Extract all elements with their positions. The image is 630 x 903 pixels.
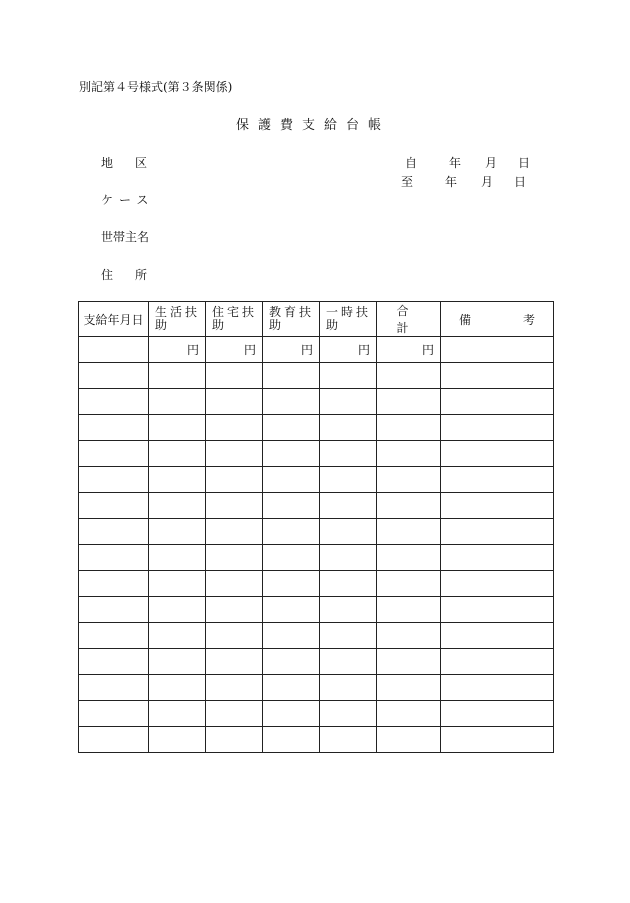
table-cell [377, 701, 441, 727]
table-cell [377, 363, 441, 389]
header-notes-1: 備 [459, 312, 472, 327]
header-education-assistance: 教育扶助 [263, 302, 320, 337]
table-cell [79, 363, 149, 389]
table-cell [263, 389, 320, 415]
table-cell [320, 597, 377, 623]
table-cell [377, 675, 441, 701]
period-to-year: 年 [445, 175, 458, 189]
table-cell [263, 649, 320, 675]
table-cell [441, 545, 554, 571]
table-cell [320, 545, 377, 571]
table-cell [206, 363, 263, 389]
table-row [79, 519, 554, 545]
table-cell [377, 441, 441, 467]
table-cell [320, 701, 377, 727]
table-cell [149, 389, 206, 415]
table-row [79, 441, 554, 467]
table-cell [79, 675, 149, 701]
period-to [401, 175, 526, 189]
table-cell [377, 571, 441, 597]
table-row [79, 701, 554, 727]
unit-cell-date [79, 337, 149, 363]
table-cell [263, 623, 320, 649]
district-label: 地区 [101, 156, 170, 170]
payment-ledger-table [78, 301, 554, 753]
table-cell [149, 623, 206, 649]
table-cell [320, 675, 377, 701]
table-cell [79, 467, 149, 493]
table-cell [149, 597, 206, 623]
table-row [79, 389, 554, 415]
table-cell [206, 675, 263, 701]
table-cell [263, 415, 320, 441]
unit-cell-housing: 円 [206, 337, 263, 363]
table-cell [263, 467, 320, 493]
table-cell [206, 649, 263, 675]
table-cell [206, 623, 263, 649]
table-cell [441, 675, 554, 701]
table-cell [263, 545, 320, 571]
table-cell [441, 701, 554, 727]
header-notes [441, 302, 554, 337]
form-reference: 別記第４号様式(第３条関係) [79, 80, 233, 94]
table-cell [377, 415, 441, 441]
period-from [405, 156, 530, 170]
table-cell [149, 675, 206, 701]
table-row [79, 675, 554, 701]
table-cell [320, 415, 377, 441]
table-cell [377, 623, 441, 649]
table-cell [79, 441, 149, 467]
header-notes-2: 考 [522, 312, 535, 327]
table-cell [377, 545, 441, 571]
table-cell [79, 649, 149, 675]
unit-cell-living: 円 [149, 337, 206, 363]
period-to-month: 月 [481, 175, 494, 189]
table-cell [377, 649, 441, 675]
table-cell [377, 493, 441, 519]
table-cell [320, 363, 377, 389]
period-from-year: 年 [449, 156, 462, 170]
table-cell [206, 519, 263, 545]
table-cell [79, 727, 149, 753]
unit-cell-education: 円 [263, 337, 320, 363]
table-row [79, 363, 554, 389]
period-from-mark: 自 [405, 156, 418, 170]
table-cell [377, 519, 441, 545]
period-to-day: 日 [514, 175, 527, 189]
table-cell [206, 545, 263, 571]
table-cell [320, 571, 377, 597]
table-cell [441, 649, 554, 675]
table-cell [149, 441, 206, 467]
header-housing-assistance: 住宅扶助 [206, 302, 263, 337]
table-cell [206, 415, 263, 441]
table-cell [320, 649, 377, 675]
table-cell [441, 363, 554, 389]
table-cell [79, 415, 149, 441]
table-cell [79, 701, 149, 727]
table-cell [149, 519, 206, 545]
table-cell [441, 441, 554, 467]
table-row [79, 649, 554, 675]
table-cell [149, 493, 206, 519]
unit-cell-temporary: 円 [320, 337, 377, 363]
table-cell [263, 571, 320, 597]
period-from-month: 月 [485, 156, 498, 170]
table-cell [441, 415, 554, 441]
table-cell [206, 701, 263, 727]
table-cell [377, 389, 441, 415]
table-cell [320, 441, 377, 467]
householder-label: 世帯主名 [101, 230, 150, 244]
case-label: ケース [101, 193, 155, 207]
header-living-assistance: 生活扶助 [149, 302, 206, 337]
table-cell [206, 571, 263, 597]
table-row [79, 727, 554, 753]
table-cell [377, 597, 441, 623]
table-row [79, 493, 554, 519]
table-cell [206, 727, 263, 753]
table-cell [206, 441, 263, 467]
header-temporary-assistance: 一時扶助 [320, 302, 377, 337]
table-cell [377, 467, 441, 493]
table-cell [263, 701, 320, 727]
table-cell [441, 493, 554, 519]
table-row [79, 597, 554, 623]
table-cell [263, 441, 320, 467]
table-row [79, 623, 554, 649]
table-header-row [79, 302, 554, 337]
table-row [79, 545, 554, 571]
table-row [79, 467, 554, 493]
unit-cell-total: 円 [377, 337, 441, 363]
header-date: 支給年月日 [79, 302, 149, 337]
table-cell [149, 363, 206, 389]
table-cell [79, 545, 149, 571]
table-cell [79, 493, 149, 519]
document-title: 保護費支給台帳 [236, 118, 391, 133]
table-row [79, 415, 554, 441]
table-cell [263, 727, 320, 753]
table-cell [79, 389, 149, 415]
table-cell [149, 727, 206, 753]
table-cell [320, 389, 377, 415]
table-cell [441, 571, 554, 597]
table-cell [206, 493, 263, 519]
table-cell [441, 519, 554, 545]
table-cell [79, 597, 149, 623]
table-cell [149, 571, 206, 597]
table-row [79, 571, 554, 597]
table-cell [320, 493, 377, 519]
address-label: 住所 [101, 268, 170, 282]
table-cell [320, 519, 377, 545]
period-to-mark: 至 [401, 175, 414, 189]
table-cell [79, 519, 149, 545]
table-cell [263, 519, 320, 545]
table-cell [149, 701, 206, 727]
table-cell [263, 493, 320, 519]
table-cell [441, 389, 554, 415]
table-cell [206, 389, 263, 415]
table-cell [377, 727, 441, 753]
table-cell [206, 597, 263, 623]
table-cell [79, 571, 149, 597]
table-cell [263, 597, 320, 623]
table-cell [149, 649, 206, 675]
header-total: 合計 [377, 302, 441, 337]
table-cell [149, 467, 206, 493]
table-cell [441, 597, 554, 623]
table-cell [263, 675, 320, 701]
unit-row [79, 337, 554, 363]
table-cell [149, 415, 206, 441]
table-cell [441, 467, 554, 493]
table-cell [441, 623, 554, 649]
table-cell [263, 363, 320, 389]
table-cell [441, 727, 554, 753]
table-cell [320, 623, 377, 649]
table-cell [79, 623, 149, 649]
table-cell [320, 727, 377, 753]
table-cell [206, 467, 263, 493]
period-from-day: 日 [518, 156, 531, 170]
table-cell [320, 467, 377, 493]
table-cell [149, 545, 206, 571]
unit-cell-notes [441, 337, 554, 363]
